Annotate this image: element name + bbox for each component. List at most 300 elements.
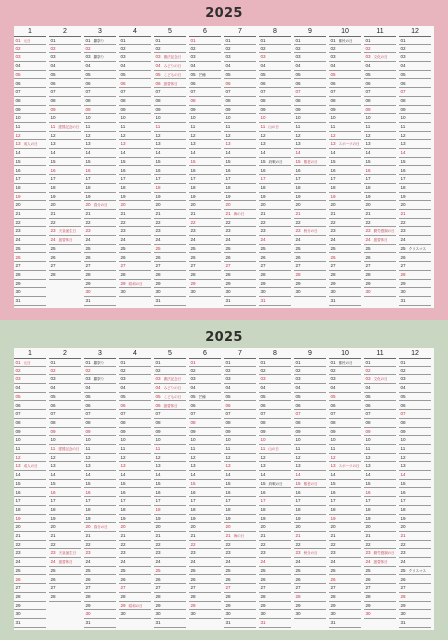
day-number: 20 — [400, 202, 406, 208]
day-number: 28 — [120, 271, 126, 277]
day-cell — [399, 193, 431, 202]
day-cell — [154, 358, 186, 367]
day-number: 26 — [365, 254, 371, 260]
day-number: 13 — [365, 141, 371, 147]
day-cell — [14, 489, 46, 498]
day-cell — [119, 53, 151, 62]
day-number: 14 — [225, 472, 231, 478]
day-cell — [189, 219, 221, 228]
day-cell — [49, 419, 81, 428]
day-cell — [49, 184, 81, 193]
day-cell — [294, 97, 326, 106]
day-cell — [224, 567, 256, 576]
day-cell — [224, 271, 256, 280]
day-number: 03 — [365, 376, 371, 382]
day-cell — [224, 549, 256, 558]
day-number: 30 — [15, 611, 21, 617]
day-cell — [84, 532, 116, 541]
day-number: 13 — [260, 141, 266, 147]
day-cell — [364, 584, 396, 593]
day-number: 09 — [50, 428, 56, 434]
day-number: 30 — [260, 289, 266, 295]
day-cell — [224, 445, 256, 454]
day-cell — [154, 210, 186, 219]
day-number: 24 — [260, 559, 266, 565]
day-number: 19 — [85, 515, 91, 521]
day-cell — [84, 489, 116, 498]
holiday-label: 建国記念の日 — [58, 447, 80, 451]
day-cell — [49, 375, 81, 384]
day-number: 29 — [295, 280, 301, 286]
day-cell — [259, 358, 291, 367]
month-column — [14, 36, 46, 306]
day-number: 08 — [400, 419, 406, 425]
day-cell — [119, 610, 151, 619]
day-number: 05 — [225, 71, 231, 77]
day-number: 03 — [190, 54, 196, 60]
day-cell — [14, 262, 46, 271]
holiday-label: みどりの日 — [163, 386, 182, 391]
day-number: 25 — [15, 245, 21, 251]
day-cell — [84, 140, 116, 149]
day-cell — [294, 471, 326, 480]
day-number: 22 — [365, 541, 371, 547]
day-number: 16 — [155, 167, 161, 173]
day-cell — [259, 532, 291, 541]
day-cell — [364, 541, 396, 550]
day-number: 29 — [330, 280, 336, 286]
day-number: 03 — [15, 376, 21, 382]
day-number: 16 — [225, 489, 231, 495]
day-cell — [224, 419, 256, 428]
day-cell — [14, 97, 46, 106]
day-cell — [259, 288, 291, 297]
day-cell — [84, 106, 116, 115]
day-cell — [189, 567, 221, 576]
day-cell — [119, 489, 151, 498]
day-cell — [364, 36, 396, 45]
day-cell — [294, 367, 326, 376]
day-number: 10 — [50, 437, 56, 443]
holiday-label: クリスマス — [408, 568, 426, 573]
day-cell — [329, 45, 361, 54]
day-number: 16 — [85, 489, 91, 495]
day-cell — [49, 36, 81, 45]
day-number: 30 — [400, 611, 406, 617]
day-number: 05 — [50, 71, 56, 77]
day-cell — [119, 428, 151, 437]
day-cell — [154, 402, 186, 411]
day-cell — [189, 506, 221, 515]
month-column — [189, 36, 221, 306]
day-number: 17 — [85, 498, 91, 504]
day-cell — [189, 558, 221, 567]
day-cell — [14, 71, 46, 80]
day-number: 10 — [260, 115, 266, 121]
month-header: 5 — [168, 350, 172, 357]
day-number: 02 — [260, 45, 266, 51]
day-number: 11 — [85, 446, 91, 451]
month-column — [294, 36, 326, 306]
day-cell — [329, 454, 361, 463]
month-header: 5 — [168, 28, 172, 35]
day-number: 03 — [120, 376, 126, 382]
day-number: 10 — [85, 437, 91, 443]
day-cell — [154, 576, 186, 585]
day-number: 02 — [15, 45, 21, 51]
day-cell — [14, 167, 46, 176]
day-cell — [364, 454, 396, 463]
day-number: 01 — [85, 360, 91, 365]
day-cell — [154, 149, 186, 158]
day-cell — [259, 114, 291, 123]
day-cell — [154, 375, 186, 384]
day-number: 16 — [85, 167, 91, 173]
day-number: 01 — [190, 360, 196, 365]
day-cell — [364, 106, 396, 115]
day-cell — [399, 140, 431, 149]
day-cell — [259, 53, 291, 62]
day-number: 27 — [50, 585, 56, 591]
day-cell — [329, 140, 361, 149]
day-cell — [189, 71, 221, 80]
day-cell — [84, 158, 116, 167]
day-number: 14 — [85, 150, 91, 156]
holiday-label: 芒種 — [198, 394, 206, 399]
day-number: 05 — [365, 71, 371, 77]
day-number: 16 — [225, 167, 231, 173]
day-number: 09 — [260, 106, 266, 112]
day-cell — [84, 384, 116, 393]
day-number: 01 — [50, 360, 56, 365]
day-number: 10 — [85, 115, 91, 121]
day-cell — [224, 184, 256, 193]
day-cell — [364, 245, 396, 254]
day-cell — [154, 619, 186, 628]
day-cell — [399, 149, 431, 158]
day-cell — [364, 393, 396, 402]
day-number: 03 — [50, 54, 56, 60]
day-number: 09 — [225, 428, 231, 434]
day-cell — [294, 106, 326, 115]
day-number: 13 — [400, 463, 406, 469]
day-number: 29 — [15, 280, 21, 286]
day-cell — [189, 445, 221, 454]
day-cell — [189, 480, 221, 489]
day-number: 18 — [330, 506, 336, 512]
day-cell — [119, 410, 151, 419]
day-number: 31 — [225, 620, 231, 625]
day-number: 14 — [295, 150, 301, 156]
day-number: 24 — [120, 559, 126, 565]
day-cell — [294, 610, 326, 619]
holiday-label: 建国記念の日 — [58, 125, 80, 129]
day-cell — [294, 358, 326, 367]
day-cell — [84, 402, 116, 411]
day-cell — [84, 454, 116, 463]
day-number: 24 — [295, 237, 301, 243]
day-cell — [119, 602, 151, 611]
day-number: 01 — [260, 38, 266, 43]
day-cell — [14, 558, 46, 567]
day-cell — [224, 523, 256, 532]
day-cell — [399, 471, 431, 480]
day-number: 28 — [365, 271, 371, 277]
day-number: 01 — [365, 38, 371, 43]
day-number: 01 — [15, 38, 21, 43]
day-number: 18 — [15, 506, 21, 512]
day-number: 07 — [400, 89, 406, 95]
day-number: 02 — [330, 367, 336, 373]
day-cell — [14, 532, 46, 541]
day-cell — [189, 384, 221, 393]
day-cell — [364, 384, 396, 393]
day-number: 06 — [120, 402, 126, 408]
day-number: 07 — [365, 411, 371, 417]
day-cell — [294, 532, 326, 541]
day-cell — [189, 454, 221, 463]
holiday-label: 文化の日 — [373, 55, 388, 60]
month-header: 11 — [376, 28, 384, 35]
day-number: 27 — [365, 263, 371, 269]
day-cell — [154, 584, 186, 593]
day-cell — [224, 71, 256, 80]
day-cell — [49, 402, 81, 411]
day-number: 26 — [15, 254, 21, 260]
day-cell — [364, 175, 396, 184]
day-cell — [259, 245, 291, 254]
day-cell — [84, 367, 116, 376]
day-cell — [84, 149, 116, 158]
day-number: 22 — [15, 219, 21, 225]
day-cell — [259, 97, 291, 106]
day-number: 13 — [15, 463, 21, 469]
day-cell — [119, 175, 151, 184]
day-cell — [119, 515, 151, 524]
day-cell — [224, 297, 256, 306]
day-number: 22 — [330, 541, 336, 547]
day-number: 22 — [400, 541, 406, 547]
day-number: 30 — [330, 611, 336, 617]
day-cell — [399, 454, 431, 463]
day-cell — [189, 158, 221, 167]
day-number: 29 — [190, 602, 196, 608]
day-cell — [259, 471, 291, 480]
day-number: 23 — [225, 228, 231, 234]
month-column — [119, 358, 151, 628]
holiday-label: 春分の日 — [93, 525, 108, 530]
day-cell — [399, 210, 431, 219]
day-cell — [154, 288, 186, 297]
day-number: 20 — [155, 524, 161, 530]
day-number: 10 — [190, 437, 196, 443]
holiday-label: スポーツの日 — [338, 464, 360, 469]
day-cell — [119, 36, 151, 45]
day-number: 21 — [295, 533, 301, 538]
day-cell — [294, 53, 326, 62]
day-cell — [259, 567, 291, 576]
day-number: 05 — [260, 71, 266, 77]
day-cell — [364, 506, 396, 515]
day-number: 07 — [120, 89, 126, 95]
day-number: 06 — [365, 80, 371, 86]
day-cell — [119, 262, 151, 271]
day-number: 29 — [400, 280, 406, 286]
day-number: 12 — [50, 454, 56, 460]
day-number: 11 — [120, 446, 126, 451]
day-cell — [399, 515, 431, 524]
day-number: 11 — [330, 124, 336, 129]
day-cell — [154, 497, 186, 506]
day-cell — [14, 62, 46, 71]
month-header: 11 — [376, 350, 384, 357]
day-cell — [224, 480, 256, 489]
day-number: 01 — [400, 38, 406, 43]
day-cell — [189, 114, 221, 123]
day-number: 09 — [155, 428, 161, 434]
day-cell — [399, 106, 431, 115]
day-number: 16 — [260, 167, 266, 173]
day-number: 24 — [85, 237, 91, 243]
day-number: 04 — [365, 63, 371, 69]
day-cell — [14, 184, 46, 193]
day-cell — [189, 123, 221, 132]
day-cell — [154, 158, 186, 167]
month-header: 10 — [341, 350, 349, 357]
day-cell — [329, 367, 361, 376]
day-cell — [329, 106, 361, 115]
day-number: 20 — [225, 524, 231, 530]
day-cell — [294, 45, 326, 54]
day-number: 18 — [155, 184, 161, 190]
day-cell — [84, 184, 116, 193]
day-cell — [259, 149, 291, 158]
day-cell — [329, 523, 361, 532]
day-number: 17 — [400, 498, 406, 504]
day-cell — [259, 593, 291, 602]
day-cell — [154, 123, 186, 132]
day-cell — [364, 567, 396, 576]
day-number: 12 — [190, 454, 196, 460]
day-cell — [399, 62, 431, 71]
day-cell — [294, 462, 326, 471]
day-number: 25 — [225, 245, 231, 251]
day-number: 05 — [85, 71, 91, 77]
day-number: 10 — [225, 115, 231, 121]
day-cell — [224, 619, 256, 628]
day-cell — [49, 271, 81, 280]
day-cell — [84, 375, 116, 384]
day-number: 24 — [15, 559, 21, 565]
day-cell — [84, 167, 116, 176]
day-number: 18 — [50, 506, 56, 512]
day-cell — [329, 210, 361, 219]
day-cell — [14, 567, 46, 576]
day-cell — [399, 245, 431, 254]
day-cell — [154, 132, 186, 141]
day-number: 11 — [155, 124, 161, 129]
day-number: 03 — [120, 54, 126, 60]
day-cell — [224, 384, 256, 393]
holiday-label: 都民の日 — [338, 39, 353, 43]
day-number: 23 — [155, 550, 161, 556]
day-number: 13 — [50, 463, 56, 469]
day-cell — [14, 254, 46, 263]
day-cell — [259, 175, 291, 184]
day-cell — [399, 227, 431, 236]
day-cell — [154, 97, 186, 106]
day-number: 09 — [50, 106, 56, 112]
day-cell — [259, 80, 291, 89]
day-number: 20 — [190, 524, 196, 530]
day-cell — [294, 288, 326, 297]
day-number: 08 — [225, 419, 231, 425]
day-cell — [364, 210, 396, 219]
day-cell — [259, 184, 291, 193]
day-number: 30 — [155, 611, 161, 617]
day-cell — [14, 132, 46, 141]
day-number: 12 — [400, 454, 406, 460]
day-cell — [154, 384, 186, 393]
day-number: 27 — [400, 585, 406, 591]
day-number: 07 — [120, 411, 126, 417]
day-number: 09 — [295, 106, 301, 112]
day-cell — [294, 123, 326, 132]
day-cell — [84, 576, 116, 585]
day-cell — [364, 428, 396, 437]
day-number: 23 — [15, 550, 21, 556]
day-number: 14 — [120, 472, 126, 478]
day-number: 14 — [295, 472, 301, 478]
day-cell — [189, 497, 221, 506]
day-cell — [329, 114, 361, 123]
day-cell — [329, 227, 361, 236]
day-number: 31 — [330, 298, 336, 303]
day-cell — [329, 462, 361, 471]
day-cell — [399, 367, 431, 376]
day-number: 30 — [330, 289, 336, 295]
day-cell — [259, 428, 291, 437]
day-number: 22 — [15, 541, 21, 547]
day-number: 16 — [15, 489, 21, 495]
day-cell — [294, 506, 326, 515]
day-number: 05 — [330, 71, 336, 77]
day-number: 27 — [400, 263, 406, 269]
day-cell — [329, 184, 361, 193]
day-number: 29 — [155, 280, 161, 286]
calendar-panel-green — [0, 320, 448, 640]
day-number: 23 — [190, 550, 196, 556]
day-number: 02 — [15, 367, 21, 373]
day-cell — [259, 210, 291, 219]
month-column — [329, 358, 361, 628]
day-cell — [154, 558, 186, 567]
day-cell — [294, 480, 326, 489]
day-number: 13 — [15, 141, 21, 147]
day-cell — [224, 123, 256, 132]
day-cell — [224, 62, 256, 71]
day-number: 19 — [15, 193, 21, 199]
day-number: 22 — [120, 541, 126, 547]
day-number: 21 — [15, 533, 21, 538]
day-number: 18 — [225, 506, 231, 512]
day-cell — [329, 167, 361, 176]
day-number: 11 — [120, 124, 126, 129]
day-cell — [399, 132, 431, 141]
day-cell — [154, 227, 186, 236]
day-number: 02 — [50, 367, 56, 373]
month-header: 2 — [63, 28, 67, 35]
